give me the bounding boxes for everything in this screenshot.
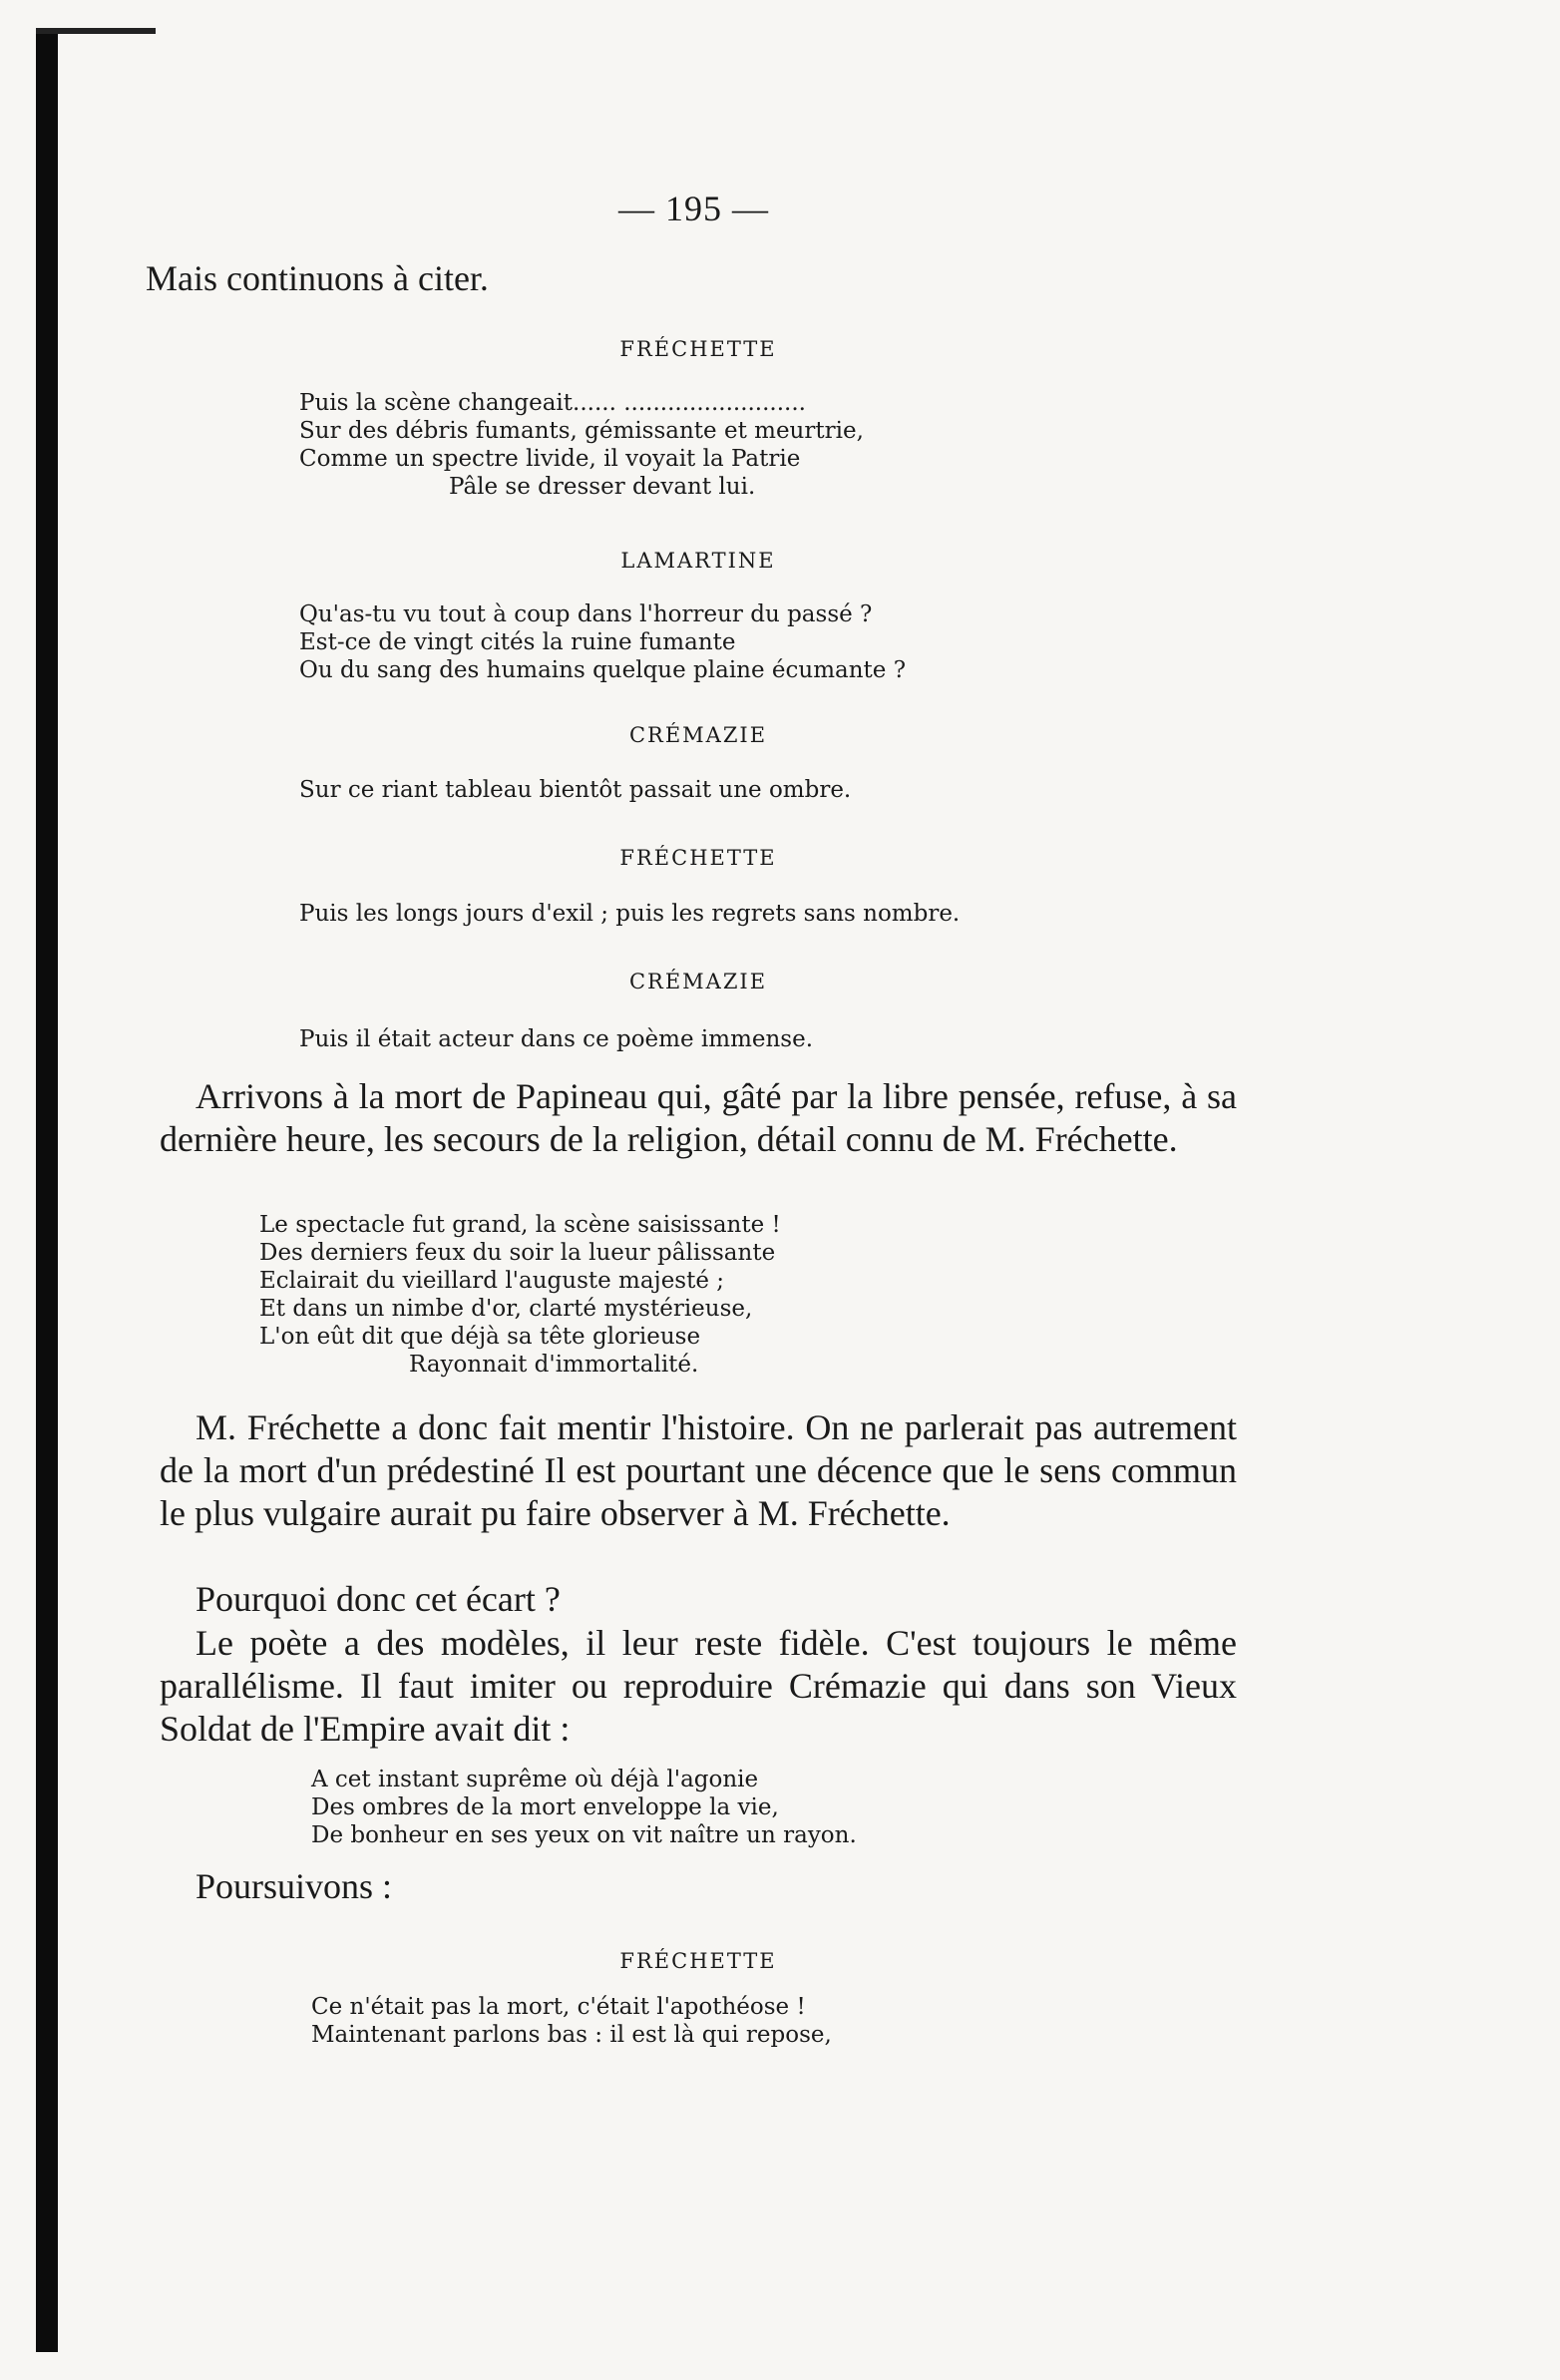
verse-line: A cet instant suprême où déjà l'agonie: [311, 1767, 759, 1792]
quote-cremazie-1: [299, 776, 851, 804]
heading-cremazie-1: CRÉMAZIE: [628, 723, 768, 747]
heading-frechette-2: FRÉCHETTE: [619, 846, 777, 870]
paragraph-poursuivons: Poursuivons :: [195, 1866, 393, 1906]
binding-edge-top: [36, 28, 156, 34]
verse-line: Ce n'était pas la mort, c'était l'apothéose !: [311, 1994, 806, 2020]
quote-frechette-2: [299, 900, 960, 928]
verse-line: Des ombres de la mort enveloppe la vie,: [311, 1794, 779, 1820]
quote-spectacle: [259, 1211, 781, 1379]
paragraph-histoire: M. Fréchette a donc fait mentir l'histoire. On ne parlerait pas autrement de la mort d'un prédestiné Il est pourtant une décence que le sens commun le plus vulgaire aurait pu faire observer à M. Fréchette.: [160, 1407, 1237, 1533]
paragraph-papineau: Arrivons à la mort de Papineau qui, gâté par la libre pensée, refuse, à sa dernière heure, les secours de la religion, détail connu de M. Fréchette.: [160, 1076, 1237, 1159]
verse-line: Des derniers feux du soir la lueur pâlissante: [259, 1240, 776, 1266]
verse-line: Le spectacle fut grand, la scène saisissante !: [259, 1212, 781, 1238]
heading-frechette-1: FRÉCHETTE: [619, 337, 777, 361]
verse-line: Puis la scène changeait...... .........................: [299, 390, 806, 416]
paragraph-ecart: Pourquoi donc cet écart ?: [195, 1579, 561, 1619]
verse-line: Rayonnait d'immortalité.: [409, 1352, 699, 1378]
binding-edge: [36, 28, 58, 2352]
quote-cremazie-2: [299, 1025, 813, 1053]
page-number: — 195 —: [618, 189, 769, 228]
verse-line: Comme un spectre livide, il voyait la Patrie: [299, 446, 801, 472]
verse-line: Qu'as-tu vu tout à coup dans l'horreur du passé ?: [299, 601, 873, 627]
verse-line: De bonheur en ses yeux on vit naître un rayon.: [311, 1822, 857, 1848]
verse-line: Pâle se dresser devant lui.: [449, 474, 756, 500]
verse-line: Sur des débris fumants, gémissante et meurtrie,: [299, 418, 864, 444]
quote-frechette-1: [299, 389, 864, 501]
verse-line: Sur ce riant tableau bientôt passait une ombre.: [299, 777, 852, 803]
heading-lamartine: LAMARTINE: [620, 549, 776, 573]
quote-vieux-soldat: [311, 1766, 857, 1849]
verse-line: Et dans un nimbe d'or, clarté mystérieuse,: [259, 1296, 753, 1322]
verse-line: Ou du sang des humains quelque plaine écumante ?: [299, 657, 907, 683]
heading-cremazie-2: CRÉMAZIE: [628, 970, 768, 993]
quote-lamartine: [299, 600, 906, 684]
paragraph-modeles: Le poète a des modèles, il leur reste fidèle. C'est toujours le même parallélisme. Il faut imiter ou reproduire Crémazie qui dans son Vieux Soldat de l'Empire avait dit :: [160, 1623, 1237, 1749]
verse-line: Puis il était acteur dans ce poème immense.: [299, 1026, 814, 1052]
intro-line: Mais continuons à citer.: [146, 258, 489, 298]
heading-frechette-3: FRÉCHETTE: [619, 1949, 777, 1973]
quote-frechette-3: [311, 1993, 832, 2049]
verse-line: L'on eût dit que déjà sa tête glorieuse: [259, 1324, 701, 1350]
verse-line: Maintenant parlons bas : il est là qui repose,: [311, 2022, 832, 2048]
verse-line: Est-ce de vingt cités la ruine fumante: [299, 629, 736, 655]
verse-line: Puis les longs jours d'exil ; puis les regrets sans nombre.: [299, 901, 961, 927]
verse-line: Eclairait du vieillard l'auguste majesté ;: [259, 1268, 725, 1294]
